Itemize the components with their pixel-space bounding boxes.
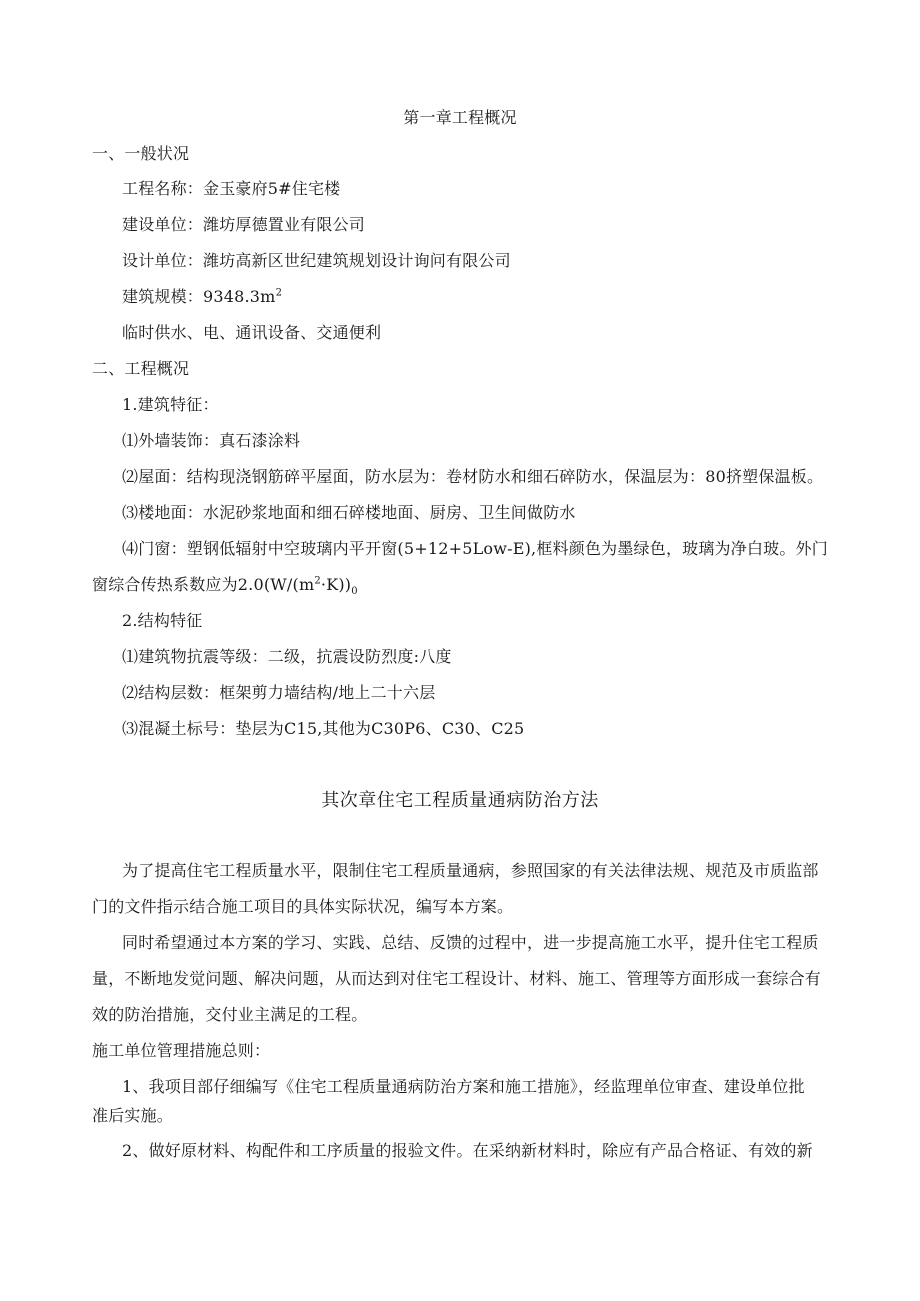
arch-item-4-line2-sub: 0 bbox=[351, 586, 358, 598]
para2-line3: 效的防治措施，交付业主满足的工程。 bbox=[92, 1005, 368, 1024]
struct-item-1: ⑴建筑物抗震等级：二级，抗震设防烈度:八度 bbox=[122, 647, 452, 666]
utilities: 临时供水、电、通讯设备、交通便利 bbox=[122, 323, 382, 342]
principle-item-2-line1: 2、做好原材料、构配件和工序质量的报验文件。在采纳新材料时，除应有产品合格证、有效的新 bbox=[122, 1141, 813, 1160]
arch-item-4-line2 bbox=[92, 575, 358, 598]
section1-heading: 一、一般状况 bbox=[92, 144, 190, 163]
para1-line1: 为了提高住宅工程质量水平，限制住宅工程质量通病，参照国家的有关法律法规、规范及市质监部 bbox=[122, 861, 819, 880]
arch-item-2: ⑵屋面：结构现浇钢筋碎平屋面，防水层为：卷材防水和细石碎防水，保温层为：80挤塑保温板。 bbox=[122, 467, 824, 486]
arch-item-4-line1: ⑷门窗：塑钢低辐射中空玻璃内平开窗(5+12+5Low-E),框料颜色为墨绿色，玻璃为净白玻。外门 bbox=[122, 539, 828, 558]
arch-item-1: ⑴外墙装饰：真石漆涂料 bbox=[122, 431, 301, 450]
design-unit: 设计单位：潍坊高新区世纪建筑规划设计询问有限公司 bbox=[122, 251, 511, 270]
architecture-heading: 1.建筑特征： bbox=[122, 395, 219, 414]
struct-item-2: ⑵结构层数：框架剪力墙结构/地上二十六层 bbox=[122, 683, 436, 702]
builder-unit: 建设单位：潍坊厚德置业有限公司 bbox=[122, 215, 366, 234]
struct-item-3: ⑶混凝土标号：垫层为C15,其他为C30P6、C30、C25 bbox=[122, 719, 525, 738]
arch-item-3: ⑶楼地面：水泥砂浆地面和细石碎楼地面、厨房、卫生间做防水 bbox=[122, 503, 576, 522]
project-name: 工程名称：金玉豪府5#住宅楼 bbox=[122, 179, 341, 198]
chapter2-title: 其次章住宅工程质量通病防治方法 bbox=[321, 790, 599, 811]
building-scale-text: 建筑规模：9348.3m bbox=[122, 287, 276, 306]
arch-item-4-line2-prefix: 窗综合传热系数应为2.0(W/(m bbox=[92, 575, 315, 594]
section2-heading: 二、工程概况 bbox=[92, 359, 190, 378]
arch-item-4-line2-sup: 2 bbox=[314, 575, 321, 587]
building-scale bbox=[122, 287, 282, 307]
structure-heading: 2.结构特征 bbox=[122, 611, 203, 630]
arch-item-4-line2-suffix: ·K)) bbox=[320, 575, 352, 594]
para2-line2: 量，不断地发觉问题、解决问题，从而达到对住宅工程设计、材料、施工、管理等方面形成一套综合有 bbox=[92, 969, 822, 988]
principles-heading: 施工单位管理措施总则： bbox=[92, 1041, 271, 1060]
para1-line2: 门的文件指示结合施工项目的具体实际状况，编写本方案。 bbox=[92, 897, 514, 916]
building-scale-sup: 2 bbox=[275, 287, 283, 299]
principle-item-1-line2: 准后实施。 bbox=[92, 1106, 174, 1125]
para2-line1: 同时希望通过本方案的学习、实践、总结、反馈的过程中，进一步提高施工水平，提升住宅工程质 bbox=[122, 933, 819, 952]
principle-item-1-line1: 1、我项目部仔细编写《住宅工程质量通病防治方案和施工措施》，经监理单位审查、建设单位批 bbox=[122, 1077, 805, 1096]
chapter1-title: 第一章工程概况 bbox=[403, 108, 517, 127]
